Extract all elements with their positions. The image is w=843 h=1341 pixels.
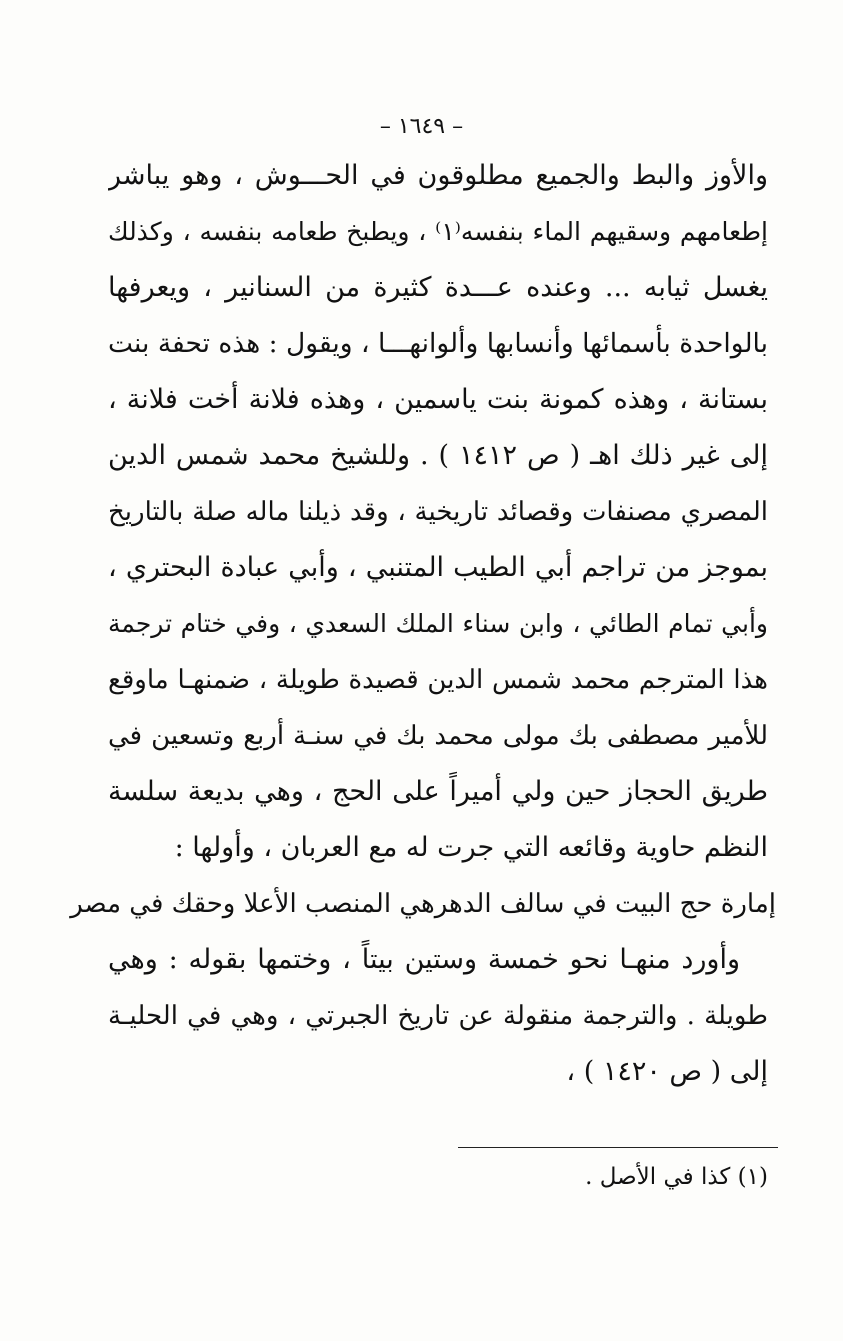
text-line: للأمير مصطفى بك مولى محمد بك في سنـة أربع وتسعين في (108, 721, 768, 751)
text-line: يغسل ثيابه ... وعنده عـــدة كثيرة من السنانير ، ويعرفها (108, 272, 768, 303)
footnote: (١) كذا في الأصل . (585, 1164, 768, 1190)
text-line: بستانة ، وهذه كمونة بنت ياسمين ، وهذه فلانة أخت فلانة ، (108, 384, 768, 415)
text-line: بالواحدة بأسمائها وأنسابها وألوانهـــا ، ويقول : هذه تحفة بنت (108, 328, 768, 359)
page-number: – ١٦٤٩ – (379, 114, 464, 139)
text-line: إلى غير ذلك اهـ ( ص ١٤١٢ ) . وللشيخ محمد شمس الدين (108, 440, 768, 471)
text-line: النظم حاوية وقائعه التي جرت له مع العربان ، وأولها : (174, 832, 768, 863)
text-line: وأبي تمام الطائي ، وابن سناء الملك السعدي ، وفي ختام ترجمة (108, 609, 768, 638)
text-line: إطعامهم وسقيهم الماء بنفسه⁽١⁾ ، ويطبخ طعامه بنفسه ، وكذلك (108, 217, 768, 246)
text-line: بموجز من تراجم أبي الطيب المتنبي ، وأبي عبادة البحتري ، (108, 552, 768, 583)
text-line: والأوز والبط والجميع مطلوقون في الحـــوش ، وهو يباشر (108, 160, 768, 191)
text-line: هذا المترجم محمد شمس الدين قصيدة طويلة ، ضمنهـا ماوقع (108, 665, 768, 695)
text-line: طريق الحجاز حين ولي أميراً على الحج ، وهي بديعة سلسة (108, 776, 768, 807)
text-line: المصري مصنفات وقصائد تاريخية ، وقد ذيلنا ماله صلة بالتاريخ (108, 497, 768, 527)
text-line: طويلة . والترجمة منقولة عن تاريخ الجبرتي ، وهي في الحليـة (108, 1001, 768, 1031)
footnote-divider (458, 1147, 778, 1148)
text-line: وأورد منهـا نحو خمسة وستين بيتاً ، وختمها بقوله : وهي (108, 944, 740, 975)
main-text (70, 148, 776, 1100)
text-line: إلى ( ص ١٤٢٠ ) ، (566, 1056, 768, 1087)
verse-second-hemistich: هي المنصب الأعلا وحقك في مصر (70, 889, 435, 919)
verse-first-hemistich: إمارة حج البيت في سالف الدهر (434, 889, 776, 919)
poem-verse (70, 876, 776, 932)
